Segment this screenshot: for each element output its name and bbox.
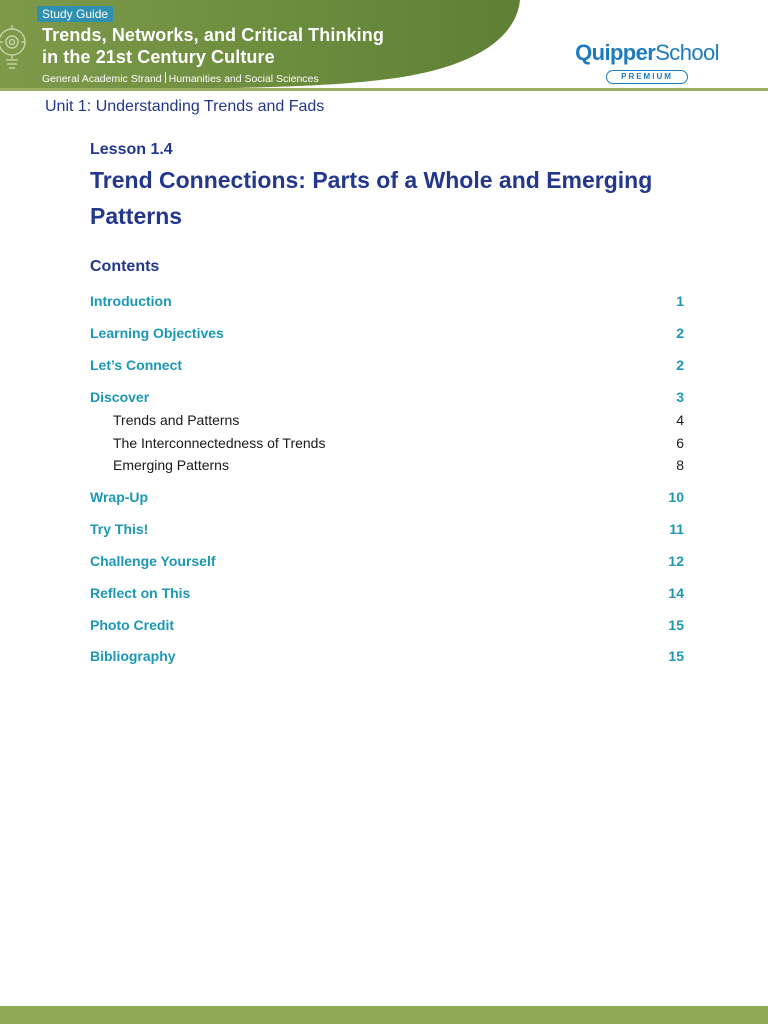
contents-heading: Contents	[90, 258, 160, 275]
toc-entry-lets-connect[interactable]	[90, 355, 684, 375]
toc-entry-bibliography[interactable]	[90, 646, 684, 666]
toc-entry-page: 3	[676, 389, 684, 405]
strand-separator	[165, 72, 166, 83]
toc-entry-label: Challenge Yourself	[90, 553, 216, 569]
quipper-school-logo	[572, 40, 722, 84]
toc-entry-page: 14	[668, 585, 684, 601]
logo-school: School	[655, 40, 719, 65]
toc-entry-reflect-on-this[interactable]	[90, 583, 684, 603]
toc-entry-page: 10	[668, 489, 684, 505]
toc-entry-label: Learning Objectives	[90, 325, 224, 341]
toc-entry-page: 8	[676, 457, 684, 473]
toc-entry-label: Photo Credit	[90, 617, 174, 633]
footer-bar	[0, 1006, 768, 1024]
toc-entry-page: 2	[676, 325, 684, 341]
toc-entry-page: 12	[668, 553, 684, 569]
track-label: Humanities and Social Sciences	[168, 73, 319, 85]
toc-entry-page: 1	[676, 293, 684, 309]
toc-entry-label: Wrap-Up	[90, 489, 149, 505]
unit-title: Unit 1: Understanding Trends and Fads	[45, 98, 325, 115]
lightbulb-gear-icon	[0, 22, 30, 72]
toc-entry-challenge-yourself[interactable]	[90, 551, 684, 571]
toc-entry-page: 11	[669, 521, 684, 537]
strand-line	[42, 72, 319, 86]
toc-subentry-interconnectedness-of-trends[interactable]	[90, 433, 684, 453]
toc-entry-label: Discover	[90, 389, 150, 405]
toc-entry-label: Let’s Connect	[90, 357, 183, 373]
toc-entry-label: Try This!	[90, 521, 149, 537]
toc-entry-label: Bibliography	[90, 648, 176, 664]
toc-entry-wrap-up[interactable]	[90, 487, 684, 507]
toc-entry-label: Trends and Patterns	[113, 412, 240, 428]
toc-entry-page: 15	[668, 648, 684, 664]
toc-entry-discover[interactable]	[90, 387, 684, 407]
lesson-label: Lesson 1.4	[90, 141, 173, 158]
logo-premium-badge: PREMIUM	[606, 70, 688, 84]
toc-entry-label: The Interconnectedness of Trends	[113, 435, 326, 451]
toc-entry-photo-credit[interactable]	[90, 615, 684, 635]
lesson-title: Trend Connections: Parts of a Whole and Emerging Patterns	[90, 167, 653, 229]
logo-wordmark	[572, 40, 722, 66]
toc-subentry-trends-and-patterns[interactable]	[90, 410, 684, 430]
strand-label: General Academic Strand	[42, 73, 162, 85]
course-title-line-2: in the 21st Century Culture	[42, 47, 275, 67]
toc-entry-introduction[interactable]	[90, 291, 684, 311]
toc-entry-page: 6	[676, 435, 684, 451]
study-guide-badge: Study Guide	[37, 6, 113, 22]
toc-entry-learning-objectives[interactable]	[90, 323, 684, 343]
toc-entry-label: Introduction	[90, 293, 172, 309]
toc-entry-label: Emerging Patterns	[113, 457, 229, 473]
logo-quipper: Quipper	[575, 40, 656, 65]
toc-subentry-emerging-patterns[interactable]	[90, 455, 684, 475]
toc-entry-page: 4	[676, 412, 684, 428]
toc-entry-try-this[interactable]	[90, 519, 684, 539]
course-title	[42, 24, 384, 68]
toc-entry-page: 2	[676, 357, 684, 373]
toc-entry-label: Reflect on This	[90, 585, 191, 601]
toc-entry-page: 15	[668, 617, 684, 633]
course-title-line-1: Trends, Networks, and Critical Thinking	[42, 25, 384, 45]
